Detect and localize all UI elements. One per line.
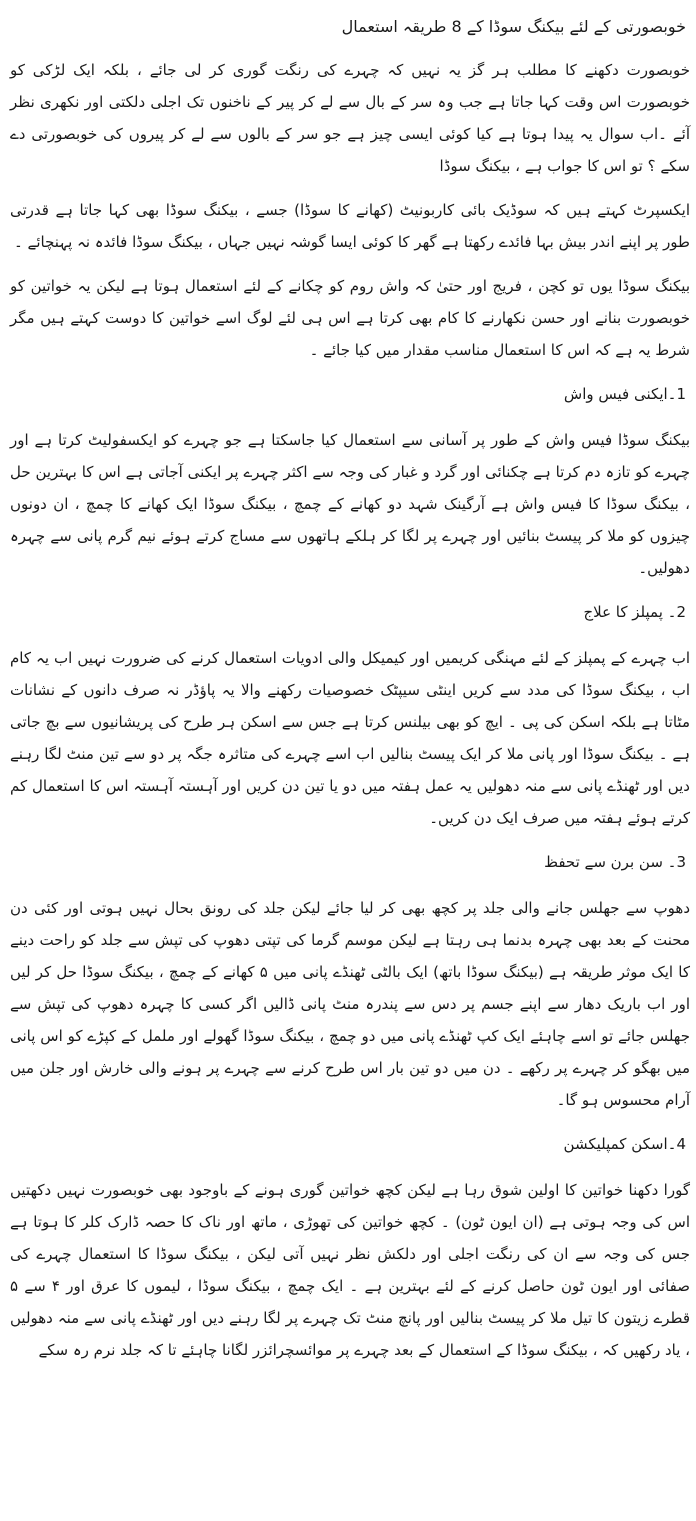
section-1-heading: 1۔ایکنی فیس واش: [563, 385, 686, 403]
intro-paragraph-1: خوبصورت دکھنے کا مطلب ہر گز یہ نہیں کہ چہرے کی رنگت گوری کر لی جائے ، بلکہ ایک لڑکی کو خوبصورت اس وقت کہا جاتا ہے جب وہ سر کے بال سے لے کر پیر کے ناخنوں تک اجلی دلکتی اور نکھری نظر آئے ۔اب سوال یہ پیدا ہوتا ہے کیا کوئی ایسی چیز ہے جو سر کے بالوں سے لے کر پیروں کی خوبصورتی دے سکے ؟ تو اس کا جواب ہے ، بیکنگ سوڈا: [10, 61, 690, 175]
section-2-heading: 2۔ پمپلز کا علاج: [583, 603, 686, 621]
section-3-body: دھوپ سے جھلس جانے والی جلد پر کچھ بھی کر لیا جائے لیکن جلد کی رونق بحال نہیں ہوتی اور کئی دن محنت کے بعد بھی چہرہ بدنما ہی رہتا ہے لیکن موسم گرما کی تپتی دھوپ کی تپش سے جلد کو راحت دینے کا ایک موثر طریقہ ہے (بیکنگ سوڈا باتھ) ایک بالٹی ٹھنڈے پانی میں ۵ کھانے کے چمچ ، بیکنگ سوڈا حل کر لیں اور اب باریک دھار سے اپنے جسم پر دس سے پندرہ منٹ پانی ڈالیں اگر کسی کا چہرہ دھوپ کی تپش سے جھلس جائے تو اسے چاہئے ایک کپ ٹھنڈے پانی میں دو چمچ ، بیکنگ سوڈا گھولے اور ململ کے کپڑے کو اس پانی میں بھگو کر چہرے پر رکھے ۔ دن میں دو تین بار اس طرح کرنے سے چہرے پر ہونے والی خارش اور جلن میں آرام محسوس ہو گا۔: [10, 899, 690, 1109]
section-2-body: اب چہرے کے پمپلز کے لئے مہنگی کریمیں اور کیمیکل والی ادویات استعمال کرنے کی ضرورت نہیں اب یہ کام اب ، بیکنگ سوڈا کی مدد سے کریں اینٹی سیپٹک خصوصیات رکھنے والا یہ پاؤڈر نہ صرف دانوں کے نشانات مٹاتا ہے بلکہ اسکن کی پی ۔ ایچ کو بھی بیلنس کرتا ہے جس سے اسکن ہر طرح کی پریشانیوں سے بچ جاتی ہے ۔ بیکنگ سوڈا اور پانی ملا کر ایک پیسٹ بنالیں اب اسے چہرے کی متاثرہ جگہ پر دو سے تین منٹ لگا رہنے دیں اور ٹھنڈے پانی سے منہ دھولیں یہ عمل ہفتہ میں دو یا تین دن کریں اور آہستہ آہستہ اس کا استعمال کم کرتے ہوئے ہفتہ میں صرف ایک دن کریں۔: [10, 649, 690, 827]
section-1-body: بیکنگ سوڈا فیس واش کے طور پر آسانی سے استعمال کیا جاسکتا ہے جو چہرے کو ایکسفولیٹ کرتا ہے اور چہرے کو تازہ دم کرتا ہے چکنائی اور گرد و غبار کی وجہ سے اکثر چہرے پر ایکنی آجاتی ہے اس کا بہترین حل ، بیکنگ سوڈا کا فیس واش ہے آرگینک شہد دو کھانے کے چمچ ، بیکنگ سوڈا ایک کھانے کا چمچ ، ان دونوں چیزوں کو ملا کر پیسٹ بنائیں اور چہرے پر لگا کر ہلکے ہاتھوں سے مساج کرتے ہوئے نیم گرم پانی سے چہرہ دھولیں۔: [10, 431, 690, 577]
section-4-body: گورا دکھنا خواتین کا اولین شوق رہا ہے لیکن کچھ خواتین گوری ہونے کے باوجود بھی خوبصورت نہیں دکھتیں اس کی وجہ ہوتی ہے (ان ایون ٹون) ۔ کچھ خواتین کی تھوڑی ، ماتھ اور ناک کا حصہ ڈارک کلر کا ہوتا ہے جس کی وجہ سے ان کی رنگت اجلی اور دلکش نظر نہیں آتی لیکن ، بیکنگ سوڈا کا استعمال چہرے کی صفائی اور ایون ٹون حاصل کرنے کے لئے بہترین ہے ۔ ایک چمچ ، بیکنگ سوڈا ، لیموں کا عرق اور ۴ سے ۵ قطرے زیتون کا تیل ملا کر پیسٹ بنالیں اور پانچ منٹ تک چہرے پر لگا رہنے دیں اور ٹھنڈے پانی سے منہ دھولیں ، یاد رکھیں کہ ، بیکنگ سوڈا کے استعمال کے بعد چہرے پر موائسچرائزر لگانا چاہئے تا کہ جلد نرم رہ سکے: [10, 1181, 690, 1359]
article-title: خوبصورتی کے لئے بیکنگ سوڈا کے 8 طریقہ استعمال: [341, 17, 686, 36]
section-4-heading: 4۔اسکن کمپلیکشن: [563, 1135, 686, 1153]
intro-paragraph-2: ایکسپرٹ کہتے ہیں کہ سوڈیک بائی کاربونیٹ (کھانے کا سوڈا) جسے ، بیکنگ سوڈا بھی کہا جاتا ہے قدرتی طور پر اپنے اندر بیش بہا فائدے رکھتا ہے گھر کا کوئی ایسا گوشہ نہیں جہاں ، بیکنگ سوڈا فائدہ نہ پہنچائے ۔: [10, 201, 690, 251]
section-3-heading: 3۔ سن برن سے تحفظ: [544, 853, 686, 871]
intro-paragraph-3: بیکنگ سوڈا یوں تو کچن ، فریج اور حتیٰ کہ واش روم کو چکانے کے لئے استعمال ہوتا ہے لیکن یہ خواتین کو خوبصورت بنانے اور حسن نکھارنے کا کام بھی کرتا ہے اس ہی لئے لوگ اسے خواتین کا دوست کہتے ہیں مگر شرط یہ ہے کہ اس کا استعمال مناسب مقدار میں کیا جائے ۔: [10, 277, 690, 359]
